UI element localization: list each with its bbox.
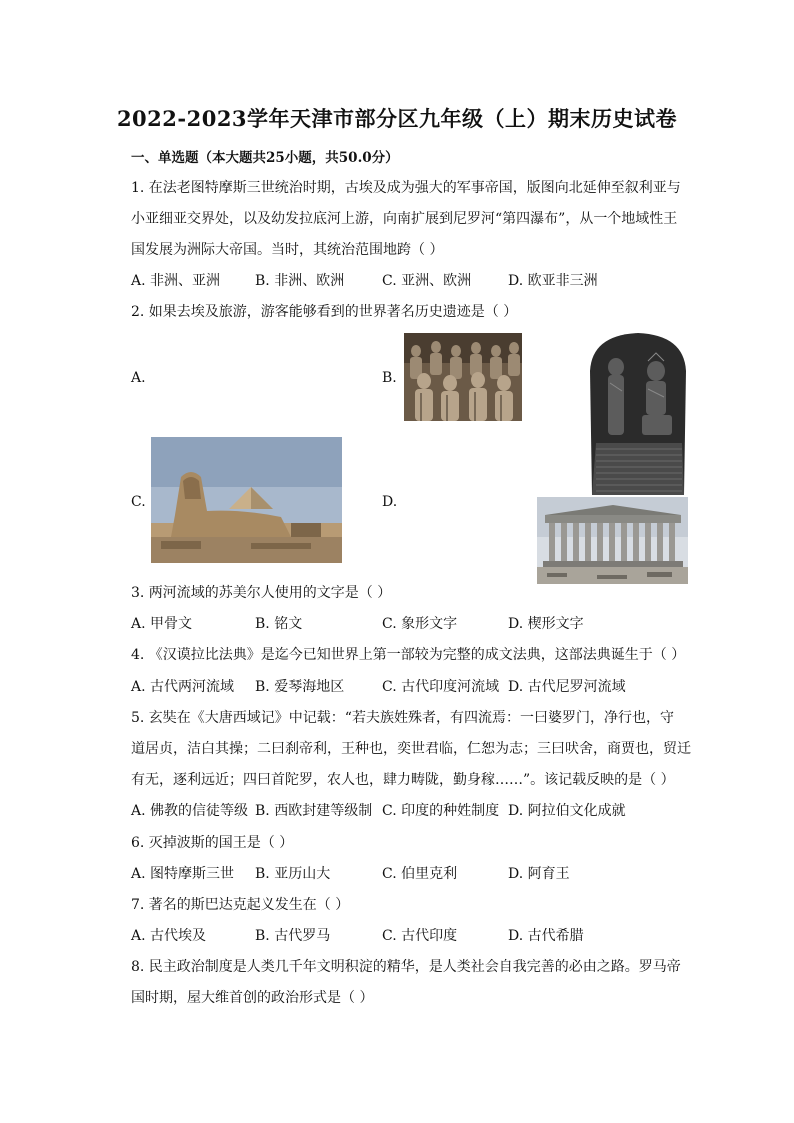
- option-b[interactable]: B. 古代罗马: [255, 928, 331, 944]
- option-d[interactable]: D. 阿拉伯文化成就: [508, 803, 626, 819]
- question-text: 有无，逐利远近；四曰首陀罗，农人也，肆力畴陇，勤身稼……”。该记载反映的是（ ）: [131, 772, 675, 788]
- option-a[interactable]: A. 古代埃及: [131, 928, 207, 944]
- option-a[interactable]: A. 佛教的信徒等级: [131, 803, 249, 819]
- option-b[interactable]: B. 非洲、欧洲: [255, 273, 345, 289]
- parthenon-image: [537, 497, 688, 584]
- option-a[interactable]: A. 古代两河流域: [131, 679, 235, 695]
- option-c[interactable]: C.: [131, 494, 146, 510]
- option-d[interactable]: D.: [382, 494, 398, 510]
- option-a[interactable]: A.: [131, 370, 146, 386]
- terracotta-warriors-image: [404, 333, 522, 421]
- option-c[interactable]: C. 象形文字: [382, 616, 458, 632]
- option-b[interactable]: B. 铭文: [255, 616, 303, 632]
- question-text: 道居贞，洁白其操；二曰刹帝利，王种也，奕世君临，仁恕为志；三曰吠舍，商贾也，贸迁: [131, 741, 691, 757]
- option-c[interactable]: C. 古代印度: [382, 928, 458, 944]
- question-text: 5. 玄奘在《大唐西域记》中记载：“若夫族姓殊者，有四流焉：一曰婆罗门，净行也，守: [131, 710, 674, 726]
- page-title: 2022-2023学年天津市部分区九年级（上）期末历史试卷: [116, 106, 678, 131]
- question-text: 1. 在法老图特摩斯三世统治时期，古埃及成为强大的军事帝国，版图向北延伸至叙利亚与: [131, 180, 681, 196]
- section-heading: 一、单选题（本大题共25小题，共50.0分）: [131, 150, 399, 166]
- option-d[interactable]: D. 欧亚非三洲: [508, 273, 598, 289]
- question-text: 7. 著名的斯巴达克起义发生在（ ）: [131, 897, 350, 913]
- option-c[interactable]: C. 古代印度河流域: [382, 679, 500, 695]
- option-d[interactable]: D. 楔形文字: [508, 616, 584, 632]
- question-text: 8. 民主政治制度是人类几千年文明积淀的精华，是人类社会自我完善的必由之路。罗马帝: [131, 959, 681, 975]
- option-b[interactable]: B. 西欧封建等级制: [255, 803, 373, 819]
- option-b[interactable]: B.: [382, 370, 397, 386]
- option-a[interactable]: A. 甲骨文: [131, 616, 193, 632]
- sphinx-pyramid-image: [151, 437, 342, 563]
- option-d[interactable]: D. 阿育王: [508, 866, 570, 882]
- option-d[interactable]: D. 古代希腊: [508, 928, 584, 944]
- question-text: 2. 如果去埃及旅游，游客能够看到的世界著名历史遗迹是（ ）: [131, 304, 518, 320]
- question-text: 3. 两河流域的苏美尔人使用的文字是（ ）: [131, 585, 392, 601]
- option-c[interactable]: C. 伯里克利: [382, 866, 458, 882]
- option-b[interactable]: B. 亚历山大: [255, 866, 331, 882]
- option-b[interactable]: B. 爱琴海地区: [255, 679, 345, 695]
- option-c[interactable]: C. 亚洲、欧洲: [382, 273, 472, 289]
- option-a[interactable]: A. 图特摩斯三世: [131, 866, 235, 882]
- question-text: 小亚细亚交界处，以及幼发拉底河上游，向南扩展到尼罗河“第四瀑布”，从一个地域性王: [131, 211, 678, 227]
- question-text: 6. 灭掉波斯的国王是（ ）: [131, 835, 294, 851]
- hammurabi-stele-image: [586, 331, 689, 495]
- question-text: 国时期，屋大维首创的政治形式是（ ）: [131, 990, 374, 1006]
- option-c[interactable]: C. 印度的种姓制度: [382, 803, 500, 819]
- question-text: 4. 《汉谟拉比法典》是迄今已知世界上第一部较为完整的成文法典，这部法典诞生于（ ）: [131, 647, 686, 663]
- option-a[interactable]: A. 非洲、亚洲: [131, 273, 221, 289]
- option-d[interactable]: D. 古代尼罗河流域: [508, 679, 626, 695]
- question-text: 国发展为洲际大帝国。当时，其统治范围地跨（ ）: [131, 242, 444, 258]
